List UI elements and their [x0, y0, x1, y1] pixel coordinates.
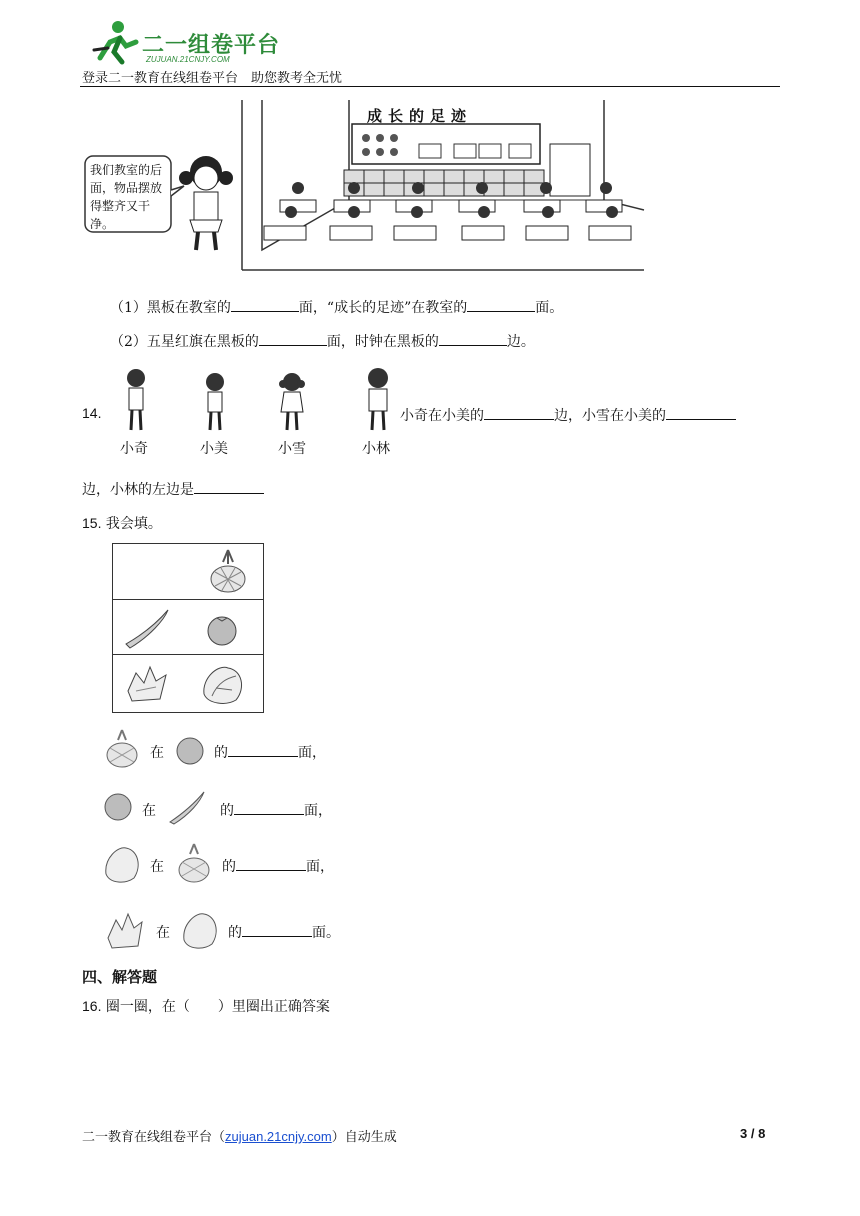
q15-title: 我会填。 — [105, 516, 162, 532]
q13-part2: （2）五星红旗在黑板的 面，时钟在黑板的 边。 — [110, 331, 535, 351]
answer-blank[interactable] — [236, 856, 306, 871]
section-title: 四、解答题 — [82, 968, 158, 986]
q16 — [82, 996, 330, 1016]
cabbage-icon — [102, 842, 142, 886]
header-tagline: 登录二一教育在线组卷平台 助您教考全无忧 — [82, 70, 343, 85]
q15-row1: 在 的 面， — [100, 726, 360, 770]
answer-blank[interactable] — [194, 479, 264, 494]
pineapple-icon — [205, 548, 251, 594]
answer-blank[interactable] — [259, 331, 327, 346]
tomato-icon — [205, 612, 239, 646]
answer-blank[interactable] — [666, 405, 736, 420]
answer-blank[interactable] — [234, 800, 304, 815]
q16-text: 圈一圈，在（ ）里圈出正确答案 — [105, 999, 330, 1015]
answer-blank[interactable] — [467, 297, 535, 312]
kid-xiaomei-icon — [201, 372, 229, 434]
kid-label-xiaoqi: 小奇 — [120, 441, 148, 457]
cabbage-icon — [180, 908, 220, 952]
footer-source: 二一教育在线组卷平台（zujuan.21cnjy.com）自动生成 — [82, 1129, 397, 1144]
tomato-icon — [102, 790, 134, 822]
answer-blank[interactable] — [231, 297, 299, 312]
q14-number: 14. — [82, 405, 102, 421]
dragonfruit-icon — [104, 910, 146, 952]
q16-number: 16. — [82, 998, 102, 1014]
cucumber-icon — [122, 606, 172, 650]
answer-blank[interactable] — [228, 742, 298, 757]
q14-text-line2: 边，小林的左边是 — [82, 479, 264, 499]
cucumber-icon — [166, 788, 208, 826]
q15-row3: 在 的 面， — [100, 840, 360, 888]
q14-text-line1: 小奇在小美的 边，小雪在小美的 — [400, 405, 736, 425]
logo-text: 二一组卷平台 — [142, 32, 281, 57]
q13-part1: （1）黑板在教室的 面，“成长的足迹”在教室的 面。 — [110, 297, 563, 317]
pineapple-icon — [174, 842, 214, 884]
classroom-banner-title: 成长的足迹 — [367, 107, 473, 125]
speech-bubble-text: 我们教室的后面，物品摆放得整齐又干净。 — [90, 163, 163, 231]
answer-blank[interactable] — [439, 331, 507, 346]
cabbage-icon — [198, 660, 248, 706]
kid-label-xiaoxue: 小雪 — [278, 441, 306, 457]
q15-row2: 在 的 面， — [100, 784, 360, 828]
q15-number: 15. — [82, 515, 102, 531]
kid-xiaoxue-icon — [278, 372, 306, 434]
dragonfruit-icon — [122, 661, 170, 705]
footer-link[interactable]: zujuan.21cnjy.com — [225, 1129, 332, 1144]
q15-header — [82, 513, 162, 533]
page-number: 3 / 8 — [740, 1126, 766, 1141]
kid-xiaolin-icon — [362, 368, 392, 434]
logo-subtext: ZUJUAN.21CNJY.COM — [146, 55, 230, 64]
pineapple-icon — [102, 728, 142, 768]
tomato-icon — [174, 734, 206, 766]
answer-blank[interactable] — [484, 405, 554, 420]
kid-label-xiaolin: 小林 — [362, 441, 390, 457]
header-rule — [80, 86, 780, 87]
kid-xiaoqi-icon — [122, 368, 150, 434]
girl-icon — [179, 156, 233, 250]
kid-label-xiaomei: 小美 — [200, 441, 228, 457]
answer-blank[interactable] — [242, 922, 312, 937]
q15-row4: 在 的 面。 — [100, 906, 360, 956]
